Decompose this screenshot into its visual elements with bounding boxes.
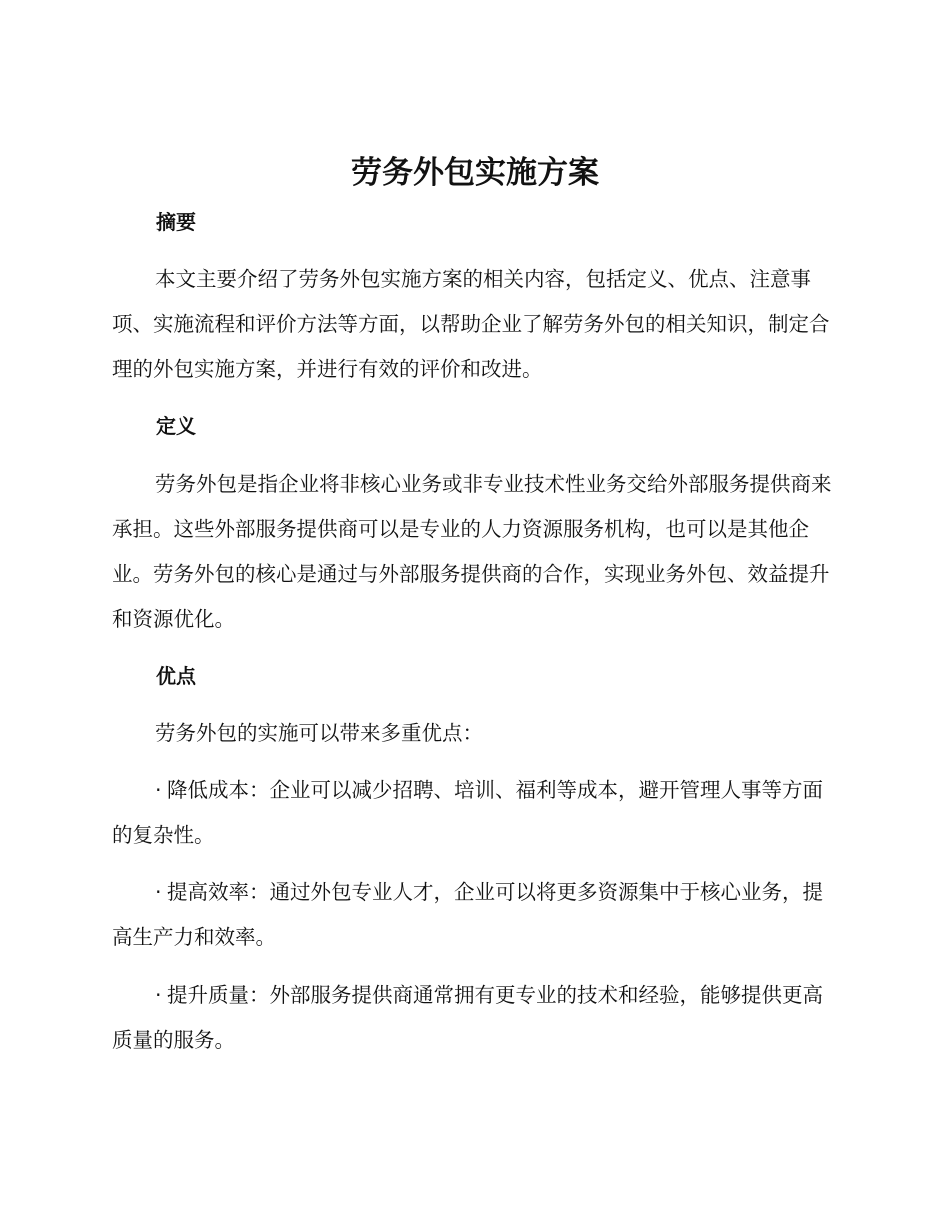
bullet-text: 提升质量：外部服务提供商通常拥有更专业的技术和经验，能够提供更高质量的服务。 — [112, 983, 823, 1052]
section-heading-abstract: 摘要 — [156, 210, 196, 234]
bullet-marker: · — [155, 778, 162, 802]
section-heading-advantages: 优点 — [156, 664, 196, 688]
document-title: 劳务外包实施方案 — [351, 155, 599, 191]
abstract-paragraph: 本文主要介绍了劳务外包实施方案的相关内容，包括定义、优点、注意事项、实施流程和评价方法等方面，以帮助企业了解劳务外包的相关知识，制定合理的外包实施方案，并进行有效的评价和改进。 — [112, 267, 830, 381]
advantage-bullet — [112, 973, 836, 1063]
advantage-bullet — [112, 870, 836, 960]
definition-paragraph: 劳务外包是指企业将非核心业务或非专业技术性业务交给外部服务提供商来承担。这些外部服务提供商可以是专业的人力资源服务机构，也可以是其他企业。劳务外包的核心是通过与外部服务提供商的合作，实现业务外包、效益提升和资源优化。 — [112, 472, 832, 631]
bullet-text: 提高效率：通过外包专业人才，企业可以将更多资源集中于核心业务，提高生产力和效率。 — [112, 880, 823, 949]
advantages-intro: 劳务外包的实施可以带来多重优点： — [155, 721, 483, 745]
bullet-text: 降低成本：企业可以减少招聘、培训、福利等成本，避开管理人事等方面的复杂性。 — [112, 778, 823, 847]
bullet-marker: · — [155, 983, 162, 1007]
advantage-bullet — [112, 768, 836, 858]
bullet-marker: · — [155, 880, 162, 904]
section-heading-definition: 定义 — [156, 414, 196, 438]
